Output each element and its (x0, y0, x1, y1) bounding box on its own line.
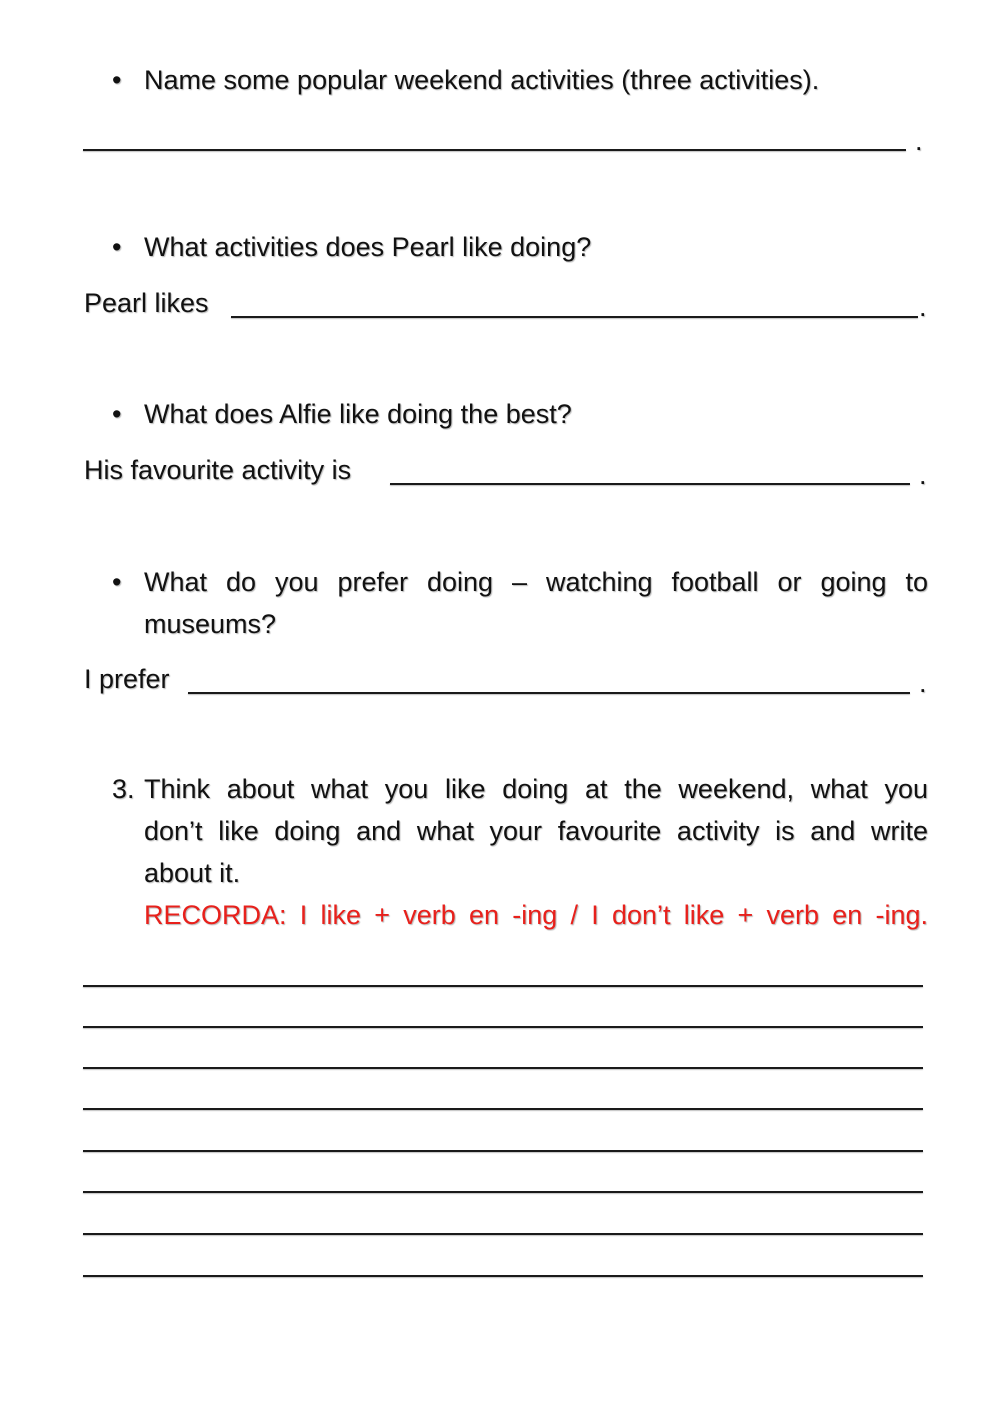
answer-3-period: . (919, 460, 927, 490)
writing-line-4[interactable] (83, 1108, 923, 1110)
bullet-icon: • (112, 232, 122, 262)
question-1-text: Name some popular weekend activities (three activities). (144, 65, 820, 95)
answer-4-period: . (919, 668, 927, 698)
question-4-line-1: What do you prefer doing – watching football or going to (144, 567, 928, 597)
answer-1-period: . (915, 126, 923, 156)
answer-4-prefix: I prefer (84, 664, 170, 694)
writing-line-6[interactable] (83, 1191, 923, 1193)
task-3-reminder: RECORDA: I like + verb en -ing / I don’t like + verb en -ing. (144, 900, 928, 930)
writing-line-3[interactable] (83, 1067, 923, 1069)
task-3-line-3: about it. (144, 858, 241, 888)
question-2-text: What activities does Pearl like doing? (144, 232, 592, 262)
bullet-icon: • (112, 567, 122, 597)
task-3-line-2: don’t like doing and what your favourite activity is and write (144, 816, 928, 846)
bullet-icon: • (112, 399, 122, 429)
answer-line-3[interactable] (390, 483, 910, 485)
writing-line-1[interactable] (83, 985, 923, 987)
question-3-text: What does Alfie like doing the best? (144, 399, 572, 429)
answer-line-1[interactable] (83, 149, 906, 151)
answer-2-period: . (919, 292, 927, 322)
bullet-icon: • (112, 65, 122, 95)
writing-line-8[interactable] (83, 1275, 923, 1277)
answer-3-prefix: His favourite activity is (84, 455, 352, 485)
writing-line-2[interactable] (83, 1026, 923, 1028)
task-3-number: 3. (112, 774, 135, 804)
question-4-line-2: museums? (144, 609, 277, 639)
writing-line-7[interactable] (83, 1233, 923, 1235)
answer-2-prefix: Pearl likes (84, 288, 209, 318)
answer-line-4[interactable] (188, 692, 910, 694)
task-3 (112, 768, 928, 936)
task-3-line-1: Think about what you like doing at the weekend, what you (144, 774, 928, 804)
answer-line-2[interactable] (231, 316, 918, 318)
question-4 (112, 561, 928, 645)
writing-line-5[interactable] (83, 1150, 923, 1152)
